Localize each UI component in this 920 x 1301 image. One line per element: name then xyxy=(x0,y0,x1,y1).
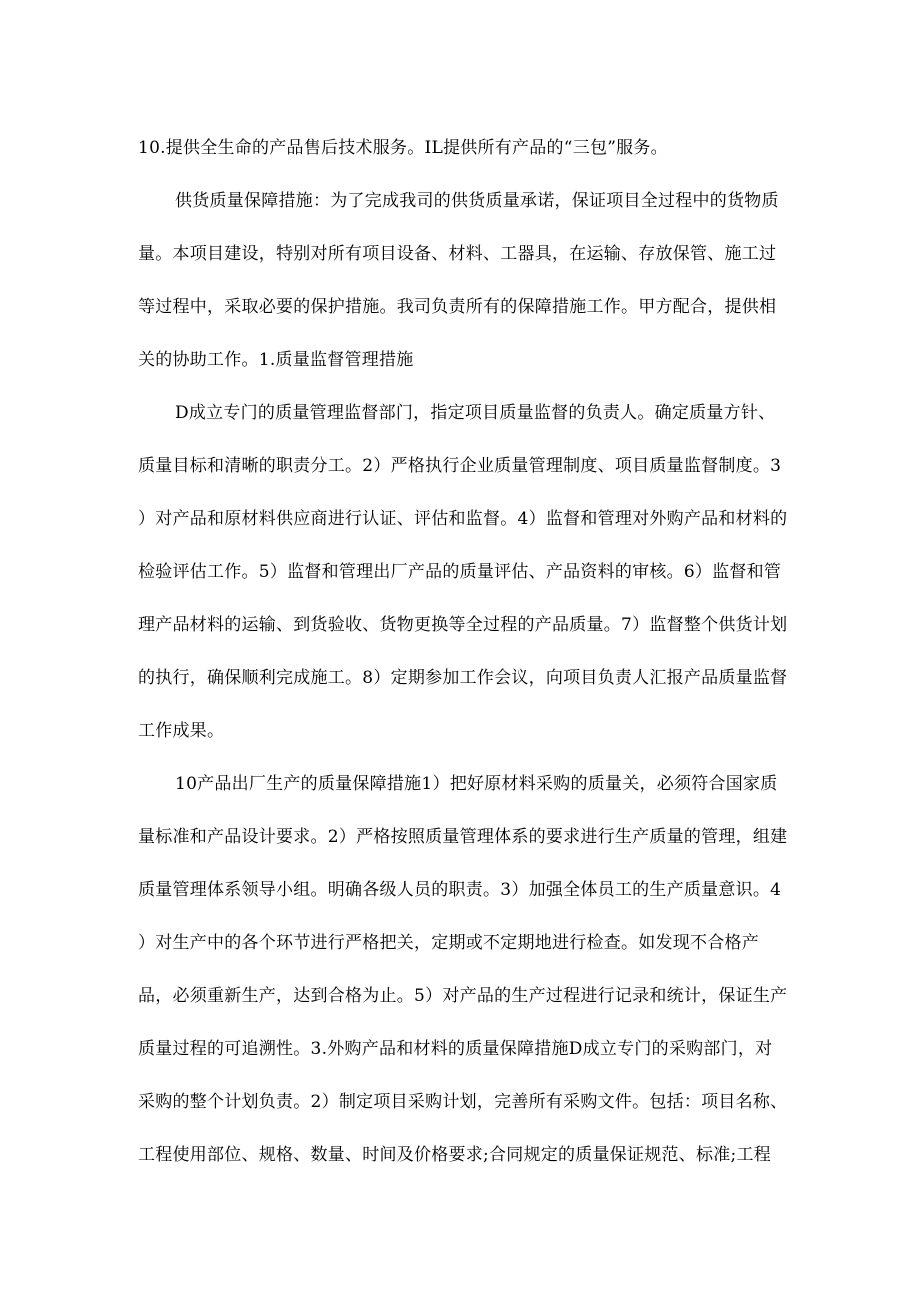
text-line-12: 工作成果。 xyxy=(138,721,225,741)
text-line-1: 10.提供全生命的产品售后技术服务。IL提供所有产品的“三包”服务。 xyxy=(138,138,668,158)
text-line-17: 品，必须重新生产，达到合格为止。5）对产品的生产过程进行记录和统计，保证生产 xyxy=(138,986,788,1006)
text-line-2: 供货质量保障措施：为了完成我司的供货质量承诺，保证项目全过程中的货物质 xyxy=(175,191,779,211)
text-line-8: ）对产品和原材料供应商进行认证、评估和监督。4）监督和管理对外购产品和材料的 xyxy=(138,509,788,529)
text-line-4: 等过程中，采取必要的保护措施。我司负责所有的保障措施工作。甲方配合，提供相 xyxy=(138,297,777,317)
text-line-13: 10产品出厂生产的质量保障措施1）把好原材料采购的质量关，必须符合国家质 xyxy=(175,774,778,794)
text-line-10: 理产品材料的运输、到货验收、货物更换等全过程的产品质量。7）监督整个供货计划 xyxy=(138,615,788,635)
text-line-15: 质量管理体系领导小组。明确各级人员的职责。3）加强全体员工的生产质量意识。4 xyxy=(138,880,782,900)
text-line-11: 的执行，确保顺利完成施工。8）定期参加工作会议，向项目负责人汇报产品质量监督 xyxy=(138,668,788,688)
text-line-14: 量标准和产品设计要求。2）严格按照质量管理体系的要求进行生产质量的管理，组建 xyxy=(138,827,788,847)
text-line-6: D成立专门的质量管理监督部门，指定项目质量监督的负责人。确定质量方针、 xyxy=(175,403,776,423)
text-line-3: 量。本项目建设，特别对所有项目设备、材料、工器具，在运输、存放保管、施工过 xyxy=(138,244,777,264)
text-line-7: 质量目标和清晰的职责分工。2）严格执行企业质量管理制度、项目质量监督制度。3 xyxy=(138,456,782,476)
text-line-20: 工程使用部位、规格、数量、时间及价格要求;合同规定的质量保证规范、标准;工程 xyxy=(138,1145,771,1165)
text-line-16: ）对生产中的各个环节进行严格把关，定期或不定期地进行检查。如发现不合格产 xyxy=(138,933,759,953)
text-line-9: 检验评估工作。5）监督和管理出厂产品的质量评估、产品资料的审核。6）监督和管 xyxy=(138,562,782,582)
text-line-19: 采购的整个计划负责。2）制定项目采购计划，完善所有采购文件。包括：项目名称、 xyxy=(138,1092,788,1112)
text-line-5: 关的协助工作。1.质量监督管理措施 xyxy=(138,350,414,370)
text-line-18: 质量过程的可追溯性。3.外购产品和材料的质量保障措施D成立专门的采购部门，对 xyxy=(138,1039,773,1059)
